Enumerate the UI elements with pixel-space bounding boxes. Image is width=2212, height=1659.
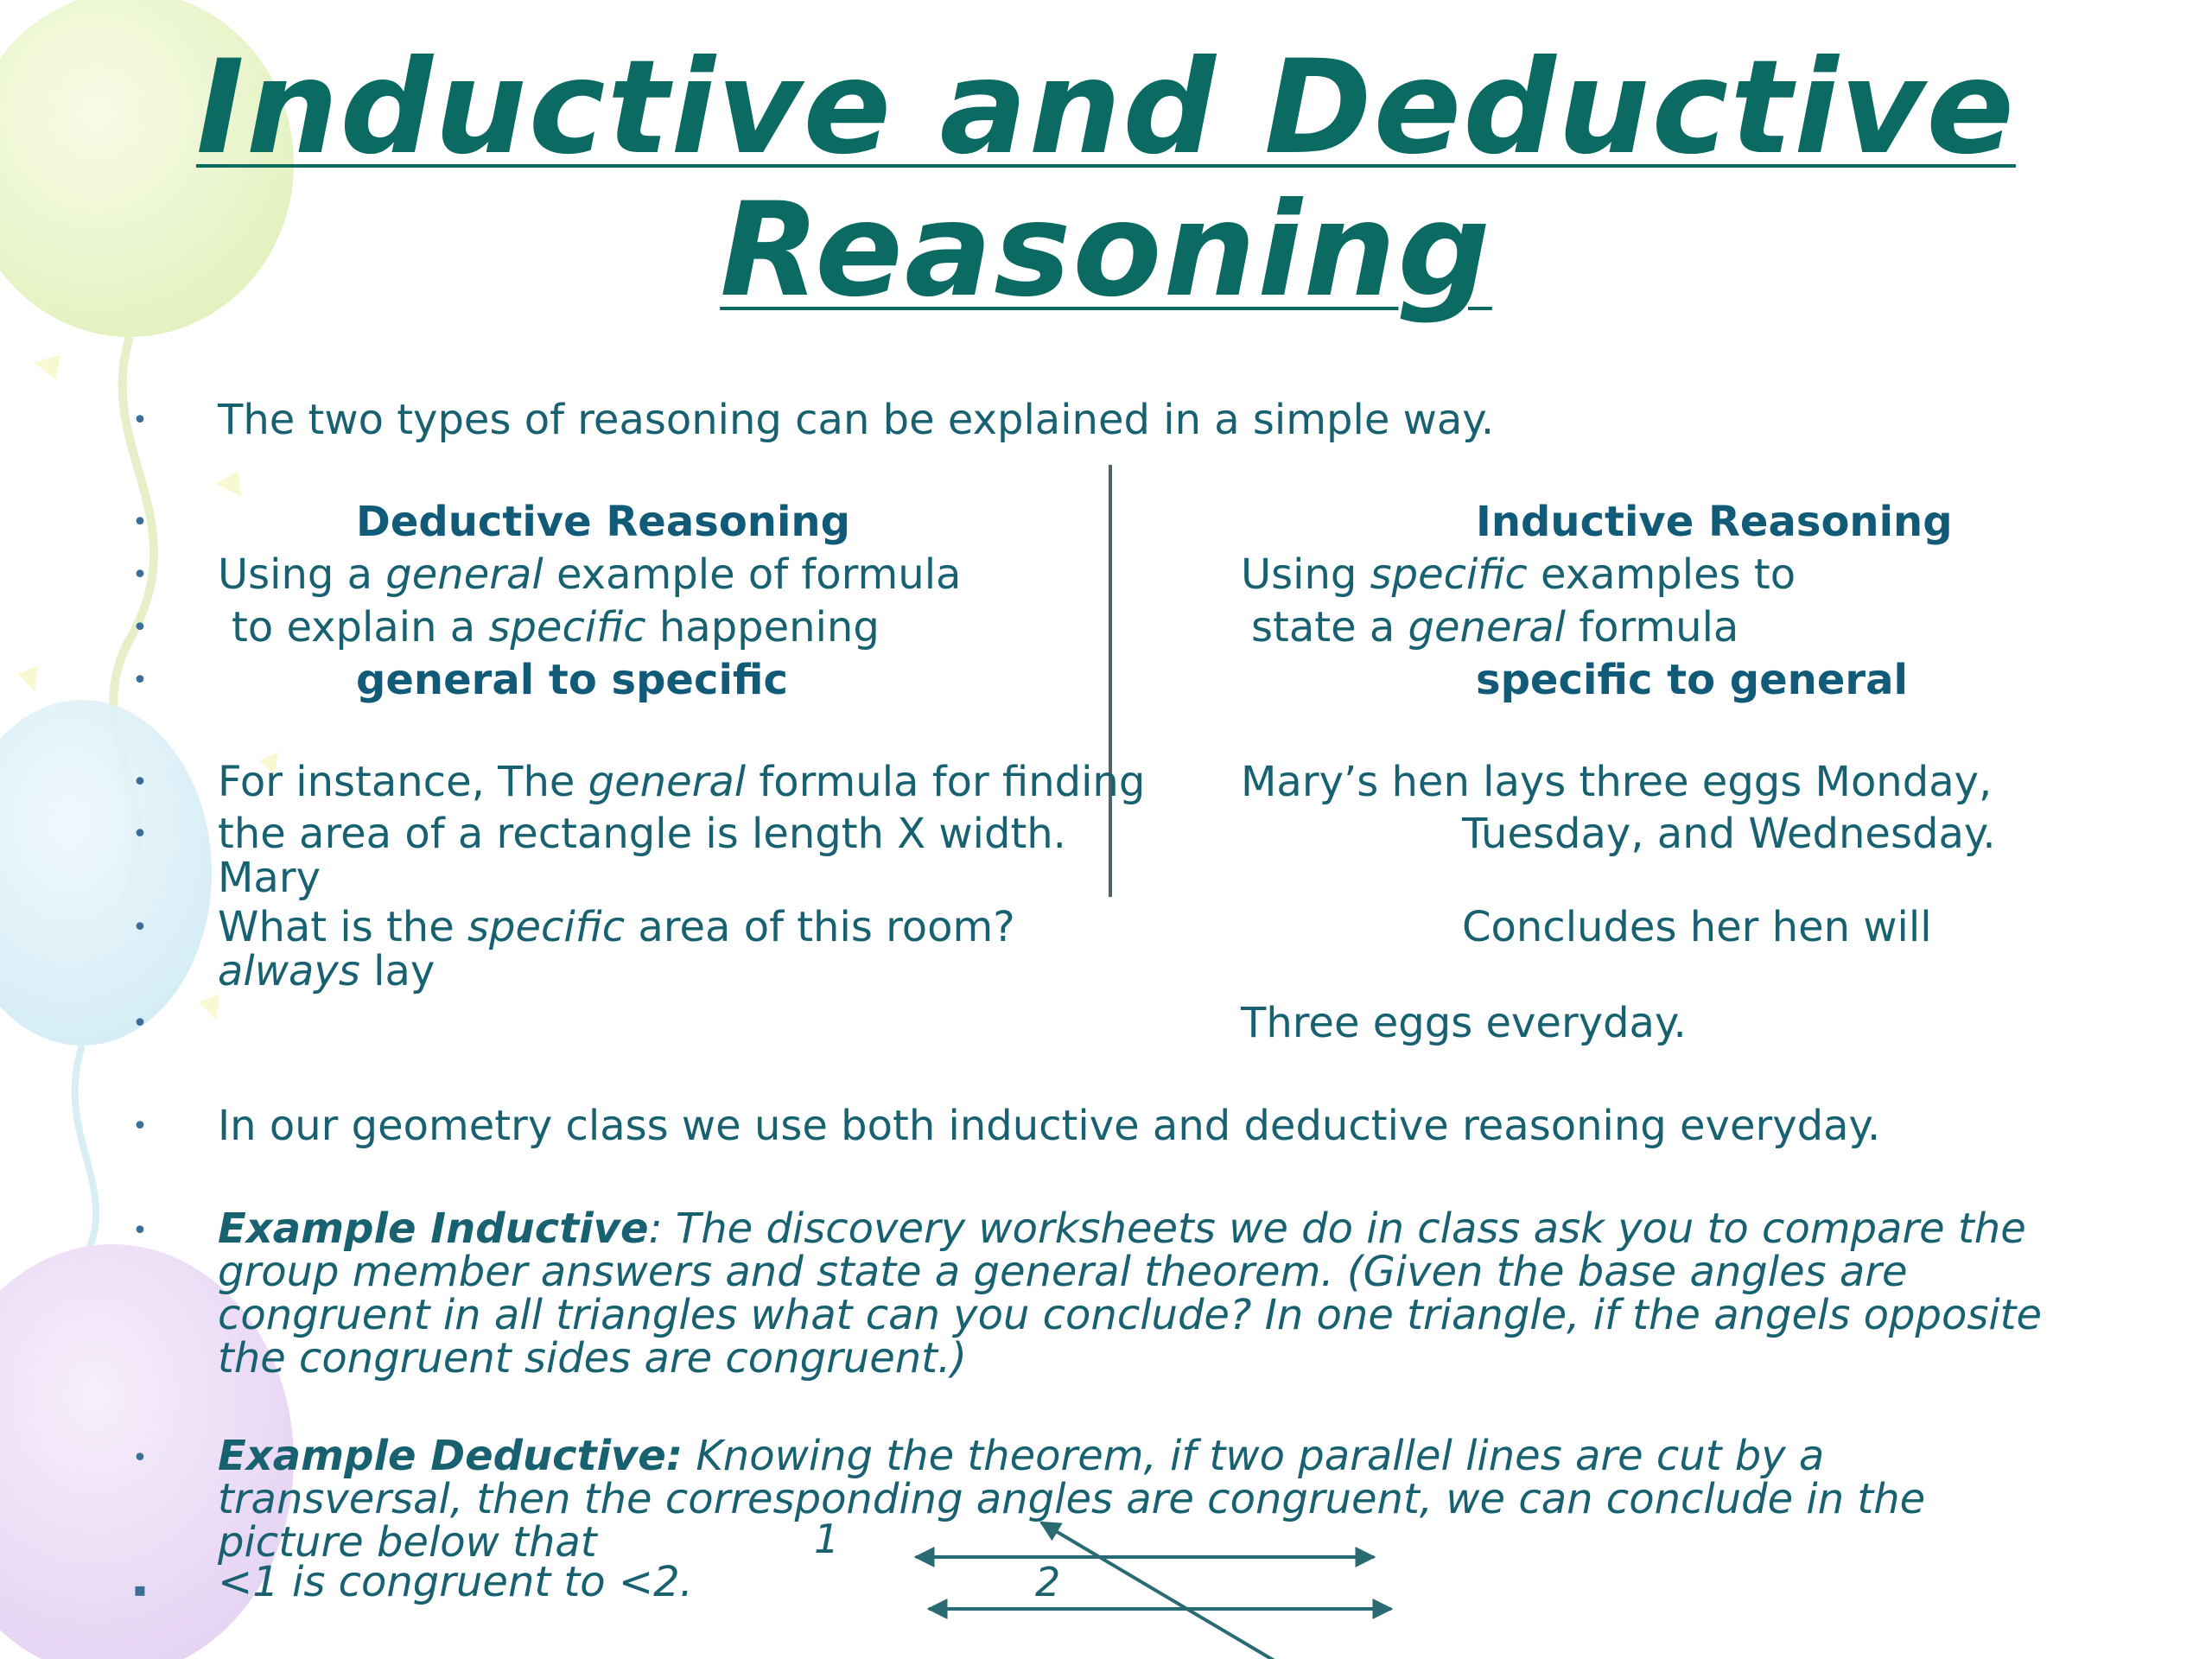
inductive-example-line-3: Concludes her hen will	[1462, 903, 1932, 951]
inductive-heading: Inductive Reasoning	[1476, 498, 1953, 546]
bullet: •	[132, 819, 148, 849]
page-title-line-1: Inductive and Deductive	[195, 33, 2017, 183]
inductive-summary: specific to general	[1476, 656, 1908, 704]
example-deductive-text: Knowing the theorem, if two parallel lines are cut by a transversal, then the corresponding angles are congruent, we can conclude in the picture below that	[218, 1432, 1926, 1567]
deductive-summary: general to specific	[356, 656, 788, 704]
page-title-line-2: Reasoning	[720, 175, 1492, 326]
deductive-example-line-3-wrap: always lay	[218, 947, 435, 995]
angle-2-label: 2	[1035, 1559, 1061, 1605]
inductive-example-line-2: Tuesday, and Wednesday.	[1462, 810, 1996, 858]
bullet: •	[132, 613, 148, 643]
bullet: •	[132, 1008, 148, 1039]
bullet: •	[132, 1111, 148, 1141]
deductive-example-line-1: For instance, The general formula for finding	[218, 758, 1146, 806]
bullet: •	[132, 507, 148, 537]
bullet: •	[132, 912, 148, 943]
intro-text: The two types of reasoning can be explained in a simple way.	[218, 396, 1495, 444]
transversal-line	[1041, 1522, 1279, 1659]
bullet: •	[132, 1443, 148, 1473]
bullet: •	[132, 405, 148, 435]
bullet: •	[132, 665, 148, 696]
inductive-definition-line-1: Using specific examples to	[1241, 550, 1796, 599]
geometry-class-text: In our geometry class we use both inductive and deductive reasoning everyday.	[218, 1102, 1881, 1150]
bullet: •	[132, 767, 148, 798]
deductive-example-line-2: the area of a rectangle is length X width.	[218, 810, 1066, 858]
bullet: •	[132, 560, 148, 590]
example-deductive-conclusion: <1 is congruent to <2.	[218, 1558, 693, 1606]
example-deductive-label: Example Deductive:	[218, 1432, 683, 1480]
angle-1-label: 1	[814, 1516, 840, 1562]
deductive-heading: Deductive Reasoning	[356, 498, 850, 546]
bullet: ▪	[133, 1580, 147, 1601]
deductive-example-line-3: What is the specific area of this room?	[218, 903, 1015, 951]
inductive-example-line-4: Three eggs everyday.	[1241, 999, 1687, 1047]
inductive-definition-line-2: state a general formula	[1251, 603, 1739, 652]
deductive-definition-line-1: Using a general example of formula	[218, 550, 962, 599]
example-inductive-text: : The discovery worksheets we do in class ask you to compare the group member answers and state a general theorem. (Given the base angles are congruent in all triangles what can you conclude? In one triangle, if the angels opposite the congruent sides are congruent.)	[218, 1205, 2043, 1382]
example-inductive-label: Example Inductive	[218, 1205, 649, 1253]
deductive-example-wrap: Mary	[218, 854, 321, 902]
deductive-definition-line-2: to explain a specific happening	[232, 603, 880, 652]
inductive-example-line-1: Mary’s hen lays three eggs Monday,	[1241, 758, 1993, 806]
bullet: •	[132, 1216, 148, 1246]
